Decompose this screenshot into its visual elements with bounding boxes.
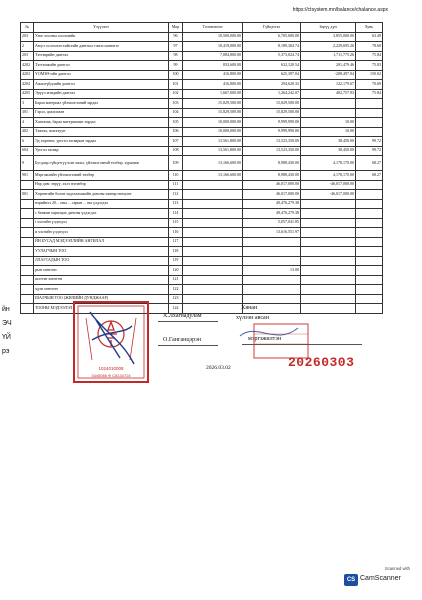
cell-pct — [356, 127, 383, 137]
col-header-no: № — [21, 23, 34, 33]
table-row — [21, 108, 383, 118]
cell-row-code: 119 — [169, 256, 183, 266]
cell-pct — [356, 180, 383, 190]
balance-table — [20, 22, 383, 314]
cell-no: 3 — [21, 99, 34, 109]
cell-actual: 1,264,242.07 — [243, 89, 301, 99]
cell-diff: 10.00 — [301, 118, 356, 128]
cell-actual — [243, 256, 301, 266]
cell-indicator: Бусдаар гүйцэтгүүлсэн ажил, үйлчилгээний төлбөр, хураамж — [34, 156, 169, 171]
table-row — [21, 32, 383, 42]
cell-pct — [356, 199, 383, 209]
cell-diff: 38,450.00 — [301, 137, 356, 147]
table-row — [21, 209, 383, 219]
cell-plan: 15,829,500.00 — [183, 99, 243, 109]
cell-no — [21, 247, 34, 257]
table-header-row — [21, 23, 383, 33]
cell-plan: 1,667,000.00 — [183, 89, 243, 99]
col-header-diff: Зөрүү дүн — [301, 23, 356, 33]
receipt-stamp — [236, 316, 316, 386]
table-row — [21, 127, 383, 137]
cell-indicator: Урсгал засвар — [34, 146, 169, 156]
cell-plan: 10,419,000.00 — [183, 42, 243, 52]
cell-plan: 7,084,800.00 — [183, 51, 243, 61]
cell-indicator: чдэн хөнтгөн — [34, 285, 169, 295]
svg-text:3445086 Ф C8134724: 3445086 Ф C8134724 — [91, 373, 131, 378]
cell-no — [21, 180, 34, 190]
cell-indicator: с банкин харилцах дансны үлдэгдэл — [34, 209, 169, 219]
cell-actual: 13.00 — [243, 266, 301, 276]
cell-no — [21, 228, 34, 238]
cell-plan: 15,829,500.00 — [183, 108, 243, 118]
cell-row-code: 106 — [169, 127, 183, 137]
cell-actual — [243, 275, 301, 285]
cell-pct: 75.83 — [356, 61, 383, 71]
cell-indicator: Ажилгүйдлийн даатгал — [34, 80, 169, 90]
table-row — [21, 80, 383, 90]
col-header-plan: Төлөвлөгөө — [183, 23, 243, 33]
cell-row-code: 99 — [169, 61, 183, 71]
cell-plan — [183, 275, 243, 285]
table-row — [21, 285, 383, 295]
cell-no — [21, 275, 34, 285]
cell-actual: 13,523,350.00 — [243, 137, 301, 147]
cell-row-code: 96 — [169, 32, 183, 42]
cell-row-code: 118 — [169, 247, 183, 257]
cell-pct: 68.27 — [356, 156, 383, 171]
cell-diff: 1,711,775.26 — [301, 51, 356, 61]
cell-pct: 150.02 — [356, 70, 383, 80]
camscanner-name: CamScanner — [360, 575, 401, 582]
cell-plan — [183, 247, 243, 257]
cell-no: 9 — [21, 156, 34, 171]
cell-plan: 13,561,800.00 — [183, 146, 243, 156]
cell-pct: 75.84 — [356, 51, 383, 61]
cell-actual — [243, 237, 301, 247]
table-row — [21, 228, 383, 238]
cell-diff — [301, 275, 356, 285]
cell-diff — [301, 294, 356, 304]
table-row — [21, 247, 383, 257]
cell-no — [21, 199, 34, 209]
cell-plan — [183, 228, 243, 238]
cell-diff — [301, 228, 356, 238]
cell-diff — [301, 209, 356, 219]
table-row — [21, 61, 383, 71]
cell-row-code: 97 — [169, 42, 183, 52]
cell-diff — [301, 99, 356, 109]
cell-no — [21, 266, 34, 276]
cell-indicator: Бараа материал үйлчилгээний зардал — [34, 99, 169, 109]
table-row — [21, 266, 383, 276]
cell-row-code: 121 — [169, 275, 183, 285]
table-row — [21, 156, 383, 171]
cell-indicator: Гэрэл, цахилгаан — [34, 108, 169, 118]
cell-actual: 294,620.33 — [243, 80, 301, 90]
cell-diff: 4,178,170.00 — [301, 171, 356, 181]
cell-row-code: 108 — [169, 146, 183, 156]
cell-indicator: ШАЛЧЫН ТОО (ЖИЛИЙН ДУНДЖААР) — [34, 294, 169, 304]
cell-row-code: 120 — [169, 266, 183, 276]
cell-plan — [183, 237, 243, 247]
cell-diff — [301, 199, 356, 209]
cell-indicator: шлтгэн хөнтгөн — [34, 275, 169, 285]
cell-no: 301 — [21, 108, 34, 118]
cell-diff: 201,479.46 — [301, 61, 356, 71]
cell-pct — [356, 118, 383, 128]
cell-row-code: 103 — [169, 99, 183, 109]
cell-row-code: 109 — [169, 156, 183, 171]
cell-indicator: Тэтгэврийн даатгал — [34, 51, 169, 61]
col-header-row-code: Мөр — [169, 23, 183, 33]
cell-indicator: ТООНЫ МЭДЭЭЛЭЛ — [34, 304, 169, 314]
cell-diff: 4,178,170.00 — [301, 156, 356, 171]
cell-plan: 10,500,000.00 — [183, 32, 243, 42]
cell-row-code: 101 — [169, 80, 183, 90]
cell-actual — [243, 294, 301, 304]
receipt-stamp-date: 20260303 — [288, 355, 355, 370]
cell-no: 4203 — [21, 70, 34, 80]
table-row — [21, 137, 383, 147]
cell-row-code: 113 — [169, 199, 183, 209]
cell-actual: 5,057,041.85 — [243, 218, 301, 228]
cell-plan — [183, 218, 243, 228]
cell-row-code: 115 — [169, 218, 183, 228]
cell-row-code: 105 — [169, 118, 183, 128]
col-header-actual: Гүйцэтгэл — [243, 23, 301, 33]
cell-row-code: 117 — [169, 237, 183, 247]
cell-pct: 75.84 — [356, 89, 383, 99]
cell-pct — [356, 275, 383, 285]
cell-no: 4204 — [21, 80, 34, 90]
cell-indicator: Хөрөнгийн болон хадгаламжийн дансны шинэр нөөцлөт — [34, 190, 169, 200]
cell-plan: 416,800.00 — [183, 80, 243, 90]
cell-plan — [183, 294, 243, 304]
cell-indicator: ҮОМЗӨ-ийн даатгал — [34, 70, 169, 80]
cell-diff: 3,855,000.00 — [301, 32, 356, 42]
cell-actual: 13,523,350.00 — [243, 146, 301, 156]
left-stub-text: ЭЧ — [2, 320, 12, 327]
cell-no: 6 — [21, 137, 34, 147]
signer-name: О.Ганганцэрэн — [163, 337, 202, 343]
cell-diff — [301, 285, 356, 295]
table-row — [21, 275, 383, 285]
cell-actual: 46,017,000.00 — [243, 190, 301, 200]
cell-indicator: Тэжээл, шатахуун — [34, 127, 169, 137]
table-row — [21, 218, 383, 228]
signer-name: Х.Лхагвадулам — [163, 313, 202, 319]
cell-plan — [183, 199, 243, 209]
cell-actual: 5,373,024.74 — [243, 51, 301, 61]
cell-plan — [183, 285, 243, 295]
cell-row-code: 110 — [169, 171, 183, 181]
cell-diff — [301, 256, 356, 266]
cell-indicator: Улиг хоолны хоолозийк — [34, 32, 169, 42]
cell-indicator: рын хөнтгөн — [34, 266, 169, 276]
camscanner-logo-icon: CS — [344, 574, 358, 586]
cell-plan — [183, 180, 243, 190]
cell-actual — [243, 247, 301, 257]
cell-diff — [301, 266, 356, 276]
table-row — [21, 118, 383, 128]
cell-indicator: Аюул осолчлон хийгээйн давтгыл тэмээ шинчтэг — [34, 42, 169, 52]
cell-diff: 2,229,695.26 — [301, 42, 356, 52]
cell-row-code: 124 — [169, 304, 183, 314]
sign-date: 2026.03.02 — [206, 365, 231, 371]
cell-diff — [301, 304, 356, 314]
cell-row-code: 122 — [169, 285, 183, 295]
cell-no: 402 — [21, 127, 34, 137]
cell-actual: 625,397.04 — [243, 70, 301, 80]
table-row — [21, 89, 383, 99]
table-row — [21, 237, 383, 247]
cell-row-code: 112 — [169, 190, 183, 200]
cell-pct — [356, 209, 383, 219]
table-row — [21, 42, 383, 52]
cell-pct: 99.72 — [356, 146, 383, 156]
cell-actual: 15,829,500.00 — [243, 99, 301, 109]
cell-pct: 78.60 — [356, 42, 383, 52]
cell-pct — [356, 237, 383, 247]
cell-no: 001 — [21, 190, 34, 200]
cell-diff — [301, 218, 356, 228]
cell-diff: -46,017,000.00 — [301, 180, 356, 190]
cell-row-code: 123 — [169, 294, 183, 304]
left-stub-text: ҮЙ — [2, 334, 11, 341]
cell-no: 4202 — [21, 61, 34, 71]
cell-diff: 122,179.67 — [301, 80, 356, 90]
cell-plan: 13,166,600.00 — [183, 156, 243, 171]
cell-pct: 68.27 — [356, 171, 383, 181]
cell-row-code: 111 — [169, 180, 183, 190]
cell-actual: 15,829,500.00 — [243, 108, 301, 118]
cell-pct — [356, 247, 383, 257]
signature-line — [158, 321, 218, 322]
col-header-pct: Хувь — [356, 23, 383, 33]
cell-pct — [356, 108, 383, 118]
signer-role: Хянан — [241, 305, 258, 311]
cell-actual: 9,999,990.00 — [243, 127, 301, 137]
cell-pct: 63.49 — [356, 32, 383, 42]
signer-role: мэргэжилтэн — [248, 336, 282, 342]
cell-pct — [356, 285, 383, 295]
cell-plan — [183, 266, 243, 276]
svg-text:1024010008: 1024010008 — [98, 366, 124, 371]
cell-plan — [183, 304, 243, 314]
table-row — [21, 146, 383, 156]
left-stub-text: рэ — [2, 348, 10, 355]
cell-actual: 8,189,304.74 — [243, 42, 301, 52]
cell-diff: 10.00 — [301, 127, 356, 137]
camscanner-watermark — [340, 566, 412, 588]
cell-plan: 833,600.00 — [183, 61, 243, 71]
cell-no: 2 — [21, 42, 34, 52]
table-body — [21, 32, 383, 313]
scanned-with-label: Scanned with — [384, 566, 410, 571]
cell-diff: 402,757.93 — [301, 89, 356, 99]
cell-indicator: Эрүүл мэндийн даатгал — [34, 89, 169, 99]
cell-plan — [183, 256, 243, 266]
organization-seal — [72, 300, 150, 384]
cell-plan — [183, 209, 243, 219]
cell-no: 901 — [21, 171, 34, 181]
cell-diff — [301, 247, 356, 257]
cell-actual: 632,120.54 — [243, 61, 301, 71]
cell-pct — [356, 294, 383, 304]
cell-plan: 13,166,600.00 — [183, 171, 243, 181]
cell-no — [21, 304, 34, 314]
cell-actual — [243, 285, 301, 295]
cell-no — [21, 256, 34, 266]
signature-line — [158, 345, 218, 346]
cell-no — [21, 209, 34, 219]
cell-indicator: ЙН БУСАД МЭДЭЭЛЛИЙН АНГИЛАЛ — [34, 237, 169, 247]
table-row — [21, 190, 383, 200]
cell-pct — [356, 266, 383, 276]
cell-no: 604 — [21, 146, 34, 156]
cell-plan: 10,000,000.00 — [183, 118, 243, 128]
cell-no: 203 — [21, 32, 34, 42]
cell-indicator: нэрийнхэ 20... оны ... сарын ... ны үлдэгдэл — [34, 199, 169, 209]
cell-indicator: Тэтгэмжийн даатгал — [34, 61, 169, 71]
cell-no: 203 — [21, 51, 34, 61]
cell-pct — [356, 256, 383, 266]
source-url: https://ctsystem.mn/balance/chalance.aspx — [292, 7, 388, 13]
cell-diff — [301, 237, 356, 247]
table-row — [21, 256, 383, 266]
table-row — [21, 99, 383, 109]
cell-row-code: 98 — [169, 51, 183, 61]
cell-pct — [356, 304, 383, 314]
cell-diff — [301, 108, 356, 118]
cell-row-code: 116 — [169, 228, 183, 238]
left-stub-text: йн — [2, 306, 10, 313]
cell-no — [21, 237, 34, 247]
cell-plan: 10,000,000.00 — [183, 127, 243, 137]
cell-no: 4 — [21, 118, 34, 128]
cell-actual: 8,988,430.00 — [243, 156, 301, 171]
cell-pct: 70.69 — [356, 80, 383, 90]
cell-no — [21, 294, 34, 304]
table-row — [21, 180, 383, 190]
cell-row-code: 100 — [169, 70, 183, 80]
cell-indicator: Хангамж, бараа материалын зардал — [34, 118, 169, 128]
cell-pct — [356, 190, 383, 200]
cell-indicator: ЛЛАГСАДЫН ТОО — [34, 256, 169, 266]
table-row — [21, 51, 383, 61]
cell-plan — [183, 190, 243, 200]
cell-pct — [356, 99, 383, 109]
cell-indicator: УУЛАГЧЫН ТОО — [34, 247, 169, 257]
cell-row-code: 107 — [169, 137, 183, 147]
cell-actual: 49,476,279.38 — [243, 209, 301, 219]
cell-row-code: 114 — [169, 209, 183, 219]
cell-diff: 38,450.00 — [301, 146, 356, 156]
table-row — [21, 70, 383, 80]
cell-diff: -208,497.04 — [301, 70, 356, 80]
cell-actual: 49,476,279.38 — [243, 199, 301, 209]
cell-indicator: Нэр дэвс зөрүү, эхлэ нэгэвбэр — [34, 180, 169, 190]
cell-no: 4205 — [21, 89, 34, 99]
cell-row-code: 104 — [169, 108, 183, 118]
cell-pct — [356, 228, 383, 238]
cell-pct — [356, 218, 383, 228]
table-row — [21, 171, 383, 181]
cell-indicator: Мэргэжлийн үйлчилгээний төлбөр — [34, 171, 169, 181]
cell-indicator: і хэсгийн үлдэгдэл — [34, 218, 169, 228]
cell-plan: 13,561,800.00 — [183, 137, 243, 147]
received-label: хүлээн авсан — [236, 315, 269, 321]
cell-plan: 416,800.00 — [183, 70, 243, 80]
cell-indicator: и хэсгийн үлдэгдэл — [34, 228, 169, 238]
cell-actual: 6,705,000.00 — [243, 32, 301, 42]
cell-actual: 8,988,430.00 — [243, 171, 301, 181]
cell-pct: 99.72 — [356, 137, 383, 147]
table-row — [21, 199, 383, 209]
cell-actual: 9,999,990.00 — [243, 118, 301, 128]
cell-row-code: 102 — [169, 89, 183, 99]
col-header-indicator: Үзүүлэлт — [34, 23, 169, 33]
cell-actual: 46,017,000.00 — [243, 180, 301, 190]
cell-diff: -46,017,000.00 — [301, 190, 356, 200]
cell-no — [21, 218, 34, 228]
cell-indicator: Эд хөрөнгө, урсгал засварын зардал — [34, 137, 169, 147]
cell-actual: 13,616,551.97 — [243, 228, 301, 238]
cell-no — [21, 285, 34, 295]
